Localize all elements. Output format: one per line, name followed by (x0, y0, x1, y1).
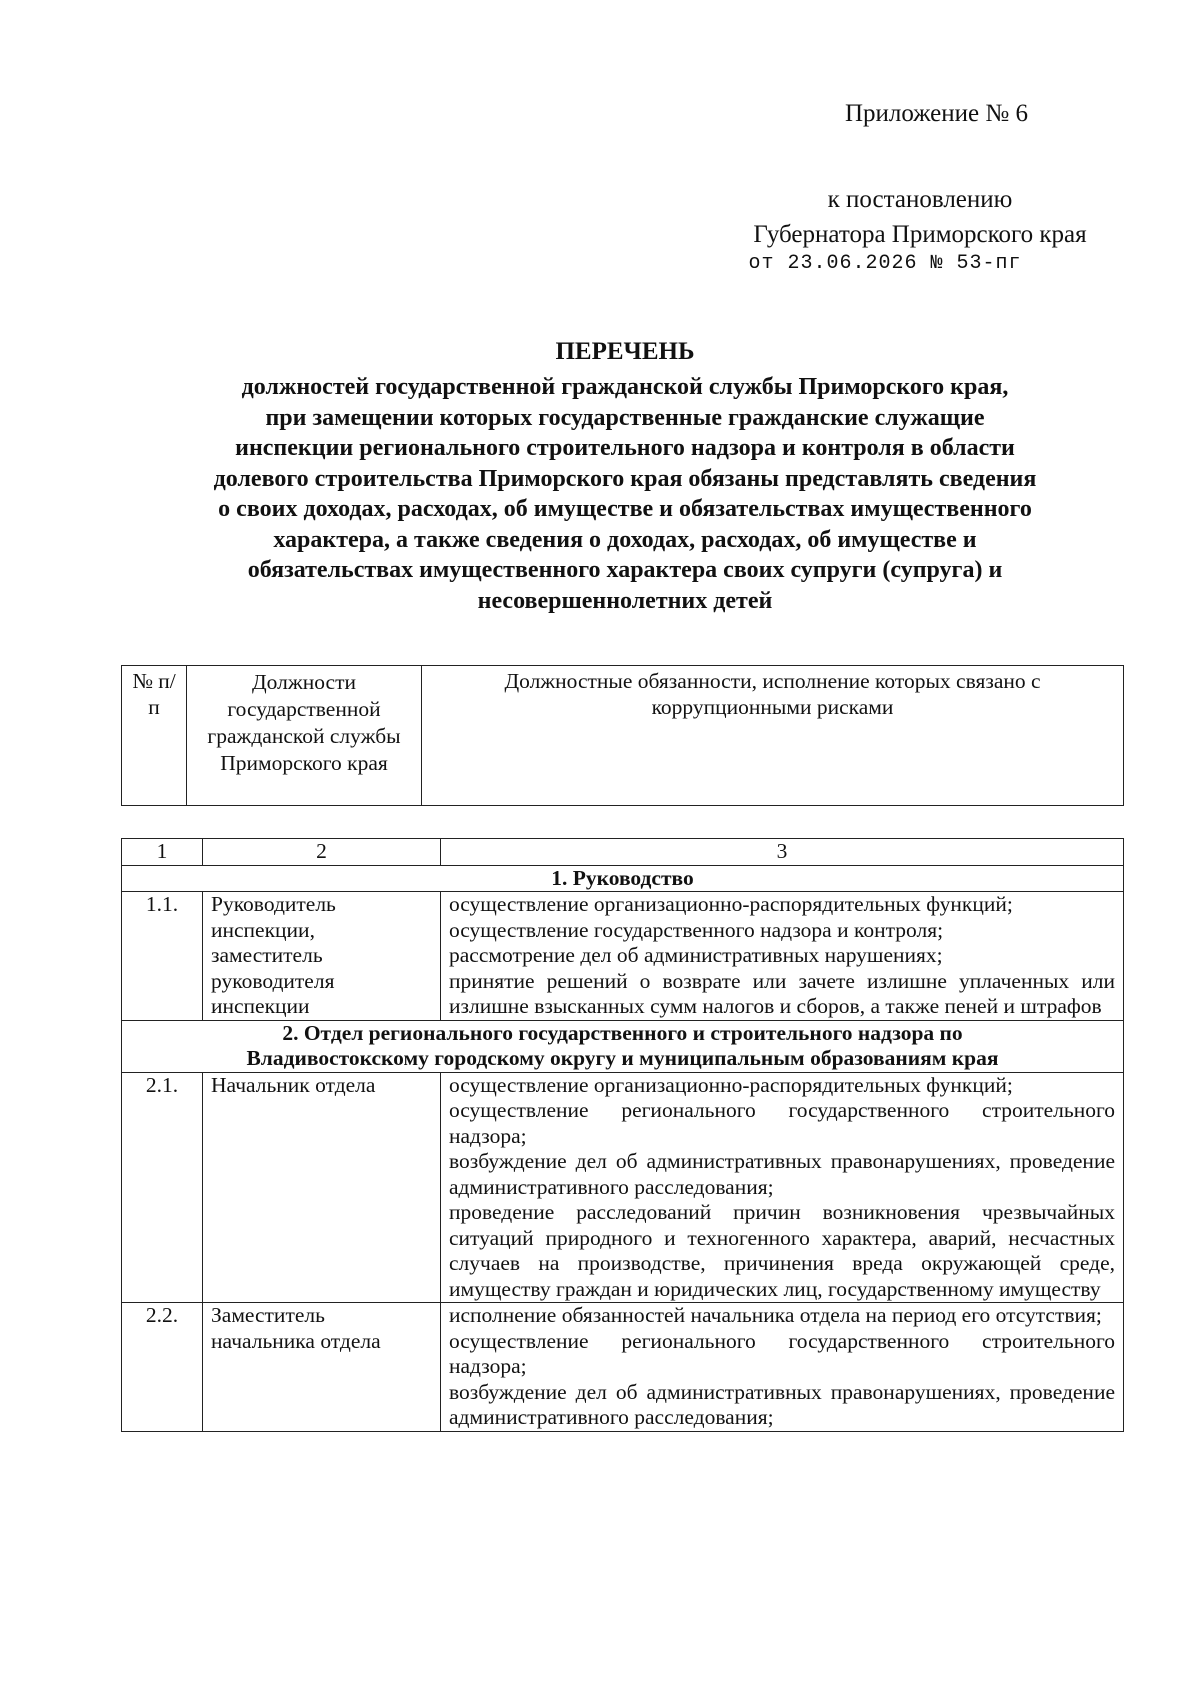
position-line: Заместитель (211, 1303, 325, 1327)
decree-number: от 23.06.2026 № 53-пг (748, 252, 1022, 275)
duty-item: рассмотрение дел об административных нарушениях; (449, 943, 943, 967)
column-number: 1 (122, 839, 203, 866)
decree-reference-line: к постановлению (827, 186, 1013, 213)
row-number: 2.2. (122, 1303, 203, 1432)
position-line: Начальник отдела (211, 1072, 376, 1097)
subtitle-line: при замещении которых государственные гражданские служащие (265, 404, 985, 431)
duty-item: возбуждение дел об административных правонарушениях, проведение административного расследования; (449, 1149, 1115, 1199)
subtitle-line: несовершеннолетних детей (477, 587, 773, 614)
position-line: руководителя (211, 968, 335, 993)
column-numbers-row (122, 839, 1124, 866)
position-cell (203, 1072, 441, 1303)
duty-item: осуществление регионального государственного строительного надзора; (449, 1098, 1115, 1148)
position-line: инспекции (211, 994, 310, 1018)
row-number: 2.1. (122, 1072, 203, 1303)
header-cell-position: Должности государственной гражданской службы Приморского края (187, 666, 422, 806)
duty-item: принятие решений о возврате или зачете излишне уплаченных или излишне взысканных сумм налогов и сборов, а также пеней и штрафов (449, 968, 1115, 1018)
duty-item: возбуждение дел об административных правонарушениях, проведение административного расследования; (449, 1379, 1115, 1429)
column-number: 2 (203, 839, 441, 866)
section-title-line: Владивостокскому городскому округу и муниципальным образованиям края (246, 1046, 999, 1070)
column-number: 3 (441, 839, 1124, 866)
header-cell-duties: Должностные обязанности, исполнение которых связано с коррупционными рисками (422, 666, 1124, 806)
position-cell (203, 1303, 441, 1432)
row-number: 1.1. (122, 892, 203, 1021)
document-title: ПЕРЕЧЕНЬ (555, 338, 695, 365)
header-cell-number: № п/п (122, 666, 187, 806)
section-row (122, 865, 1124, 892)
duties-cell (441, 892, 1124, 1021)
table-row (122, 1303, 1124, 1432)
duty-item: осуществление государственного надзора и контроля; (449, 917, 944, 942)
appendix-label: Приложение № 6 (844, 100, 1028, 127)
subtitle-line: долевого строительства Приморского края обязаны представлять сведения (213, 465, 1037, 492)
position-line: инспекции, (211, 917, 315, 942)
position-line: начальника отдела (211, 1328, 381, 1353)
subtitle-line: инспекции регионального строительного надзора и контроля в области (235, 435, 1015, 461)
positions-table (121, 838, 1124, 1432)
subtitle-line: о своих доходах, расходах, об имуществе и обязательствах имущественного (218, 496, 1032, 522)
position-cell (203, 892, 441, 1021)
subtitle-line: обязательствах имущественного характера своих супруги (супруга) и (247, 557, 1003, 583)
subtitle-line: должностей государственной гражданской службы Приморского края, (241, 374, 1009, 400)
table-header-row (122, 666, 1124, 806)
section-title (122, 1020, 1124, 1072)
section-title: 1. Руководство (122, 865, 1124, 892)
duty-item: осуществление организационно-распорядительных функций; (449, 1072, 1013, 1097)
duties-cell (441, 1303, 1124, 1432)
section-row (122, 1020, 1124, 1072)
table-row (122, 892, 1124, 1021)
duty-item: осуществление регионального государственного строительного надзора; (449, 1328, 1115, 1378)
section-title-line: 2. Отдел регионального государственного и строительного надзора по (282, 1020, 963, 1045)
duty-item: осуществление организационно-распорядительных функций; (449, 892, 1013, 916)
subtitle-line: характера, а также сведения о доходах, расходах, об имуществе и (273, 526, 977, 553)
duty-item: проведение расследований причин возникновения чрезвычайных ситуаций природного и техногенного характера, аварий, несчастных случаев на производстве, причинения вреда окружающей среде, имуществу граждан и юридических лиц, государственному имуществу (449, 1200, 1115, 1301)
position-line: заместитель (211, 943, 323, 967)
position-line: Руководитель (211, 892, 336, 916)
decree-reference (720, 182, 1120, 252)
duties-cell (441, 1072, 1124, 1303)
table-header (121, 665, 1124, 806)
duty-item: исполнение обязанностей начальника отдела на период его отсутствия; (449, 1303, 1102, 1327)
decree-reference-line: Губернатора Приморского края (753, 221, 1087, 248)
document-subtitle (115, 372, 1135, 616)
table-row (122, 1072, 1124, 1303)
